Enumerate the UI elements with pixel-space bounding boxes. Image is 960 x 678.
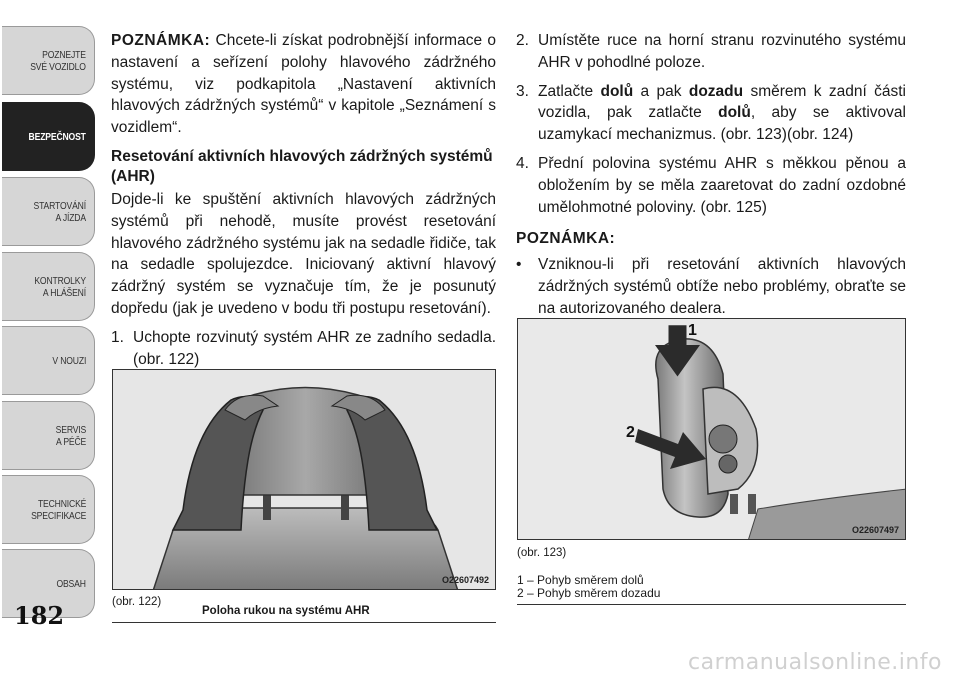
step-text: [538, 81, 906, 146]
bullet-text: Vzniknou-li při resetování aktivních hlavových zádržných systémů obtíže nebo problémy, obraťte se na autorizovaného dealera.: [538, 256, 906, 317]
figure-123-image: [517, 318, 906, 540]
page-number: 182: [14, 601, 65, 630]
figure-code: O22607492: [441, 575, 489, 585]
headrest-reset-illustration: [518, 319, 906, 540]
figure-ref: (obr. 123): [517, 547, 567, 559]
bullet-icon: •: [516, 256, 522, 274]
list-item: [516, 30, 906, 74]
tab-v-nouzi[interactable]: [2, 326, 95, 395]
figure-legend: [517, 574, 660, 600]
tab-kontrolky-a-hlaseni[interactable]: [2, 252, 95, 321]
list-item: [111, 327, 496, 371]
tab-label: OBSAH: [56, 577, 86, 590]
step-number: 2.: [516, 32, 529, 49]
steps-list-left: [111, 327, 496, 371]
right-column: [516, 30, 906, 320]
tab-startovani-a-jizda[interactable]: [2, 177, 95, 246]
figure-ref: (obr. 122): [112, 596, 162, 608]
list-item: [516, 254, 906, 319]
tab-technicke-specifikace[interactable]: [2, 475, 95, 544]
bullet-list: [516, 254, 906, 319]
tab-label: SERVIS A PÉČE: [55, 423, 86, 448]
left-column: [111, 30, 496, 370]
step-number: 4.: [516, 154, 529, 172]
divider: [112, 622, 496, 623]
step-text: Uchopte rozvinutý systém AHR ze zadního sedadla. (obr. 122): [133, 328, 496, 368]
text-run: Zatlačte: [538, 82, 601, 100]
headrest-hands-illustration: [113, 370, 496, 590]
step-number: 1.: [111, 328, 124, 346]
note-paragraph: [111, 30, 496, 139]
text-run: směrem k zadní části vozidla, pak zatlačte: [538, 82, 906, 122]
tab-label: STARTOVÁNÍ A JÍZDA: [33, 199, 86, 224]
steps-list-right: [516, 30, 906, 218]
section-title: Resetování aktivních hlavových zádržných systémů (AHR): [111, 147, 493, 185]
tab-bezpecnost[interactable]: [2, 102, 95, 171]
tab-label: V NOUZI: [52, 354, 86, 367]
divider: [517, 604, 906, 605]
note-text: Chcete-li získat podrobnější informace o nastavení a seřízení polohy hlavového zádržného systému, viz podkapitola „Nastavení aktivních hlavových zádržných systémů“ v kapitole „Seznámení s vozidlem“.: [111, 32, 496, 137]
text-run: , aby se aktivoval uzamykací mechanizmus. (obr. 123)(obr. 124): [538, 104, 906, 144]
tab-label: KONTROLKY A HLÁŠENÍ: [34, 274, 86, 299]
step-text: Přední polovina systému AHR s měkkou pěnou a obložením by se měla zaaretovat do zadní ozdobné umělohmotné poloviny. (obr. 125): [538, 154, 906, 216]
tab-label: BEZPEČNOST: [28, 130, 86, 143]
note-label: POZNÁMKA:: [516, 230, 616, 248]
watermark: carmanualsonline.info: [688, 650, 942, 675]
tab-poznejte-sve-vozidlo[interactable]: [2, 26, 95, 95]
legend-item: 1 – Pohyb směrem dolů: [517, 573, 644, 587]
tab-label: POZNEJTE SVÉ VOZIDLO: [30, 48, 86, 73]
emphasis: dolů: [718, 104, 751, 122]
figure-label-1: 1: [688, 322, 697, 339]
step-number: 3.: [516, 82, 529, 100]
emphasis: dolů: [600, 82, 634, 100]
step-text: Umístěte ruce na horní stranu rozvinutého systému AHR v pohodlné poloze.: [538, 32, 906, 71]
text-run: a pak: [633, 82, 689, 100]
figure-122-image: [112, 369, 496, 590]
note-label: POZNÁMKA:: [111, 32, 211, 49]
tab-label: TECHNICKÉ SPECIFIKACE: [30, 497, 86, 522]
legend-item: 2 – Pohyb směrem dozadu: [517, 586, 661, 600]
emphasis: dozadu: [688, 82, 744, 100]
list-item: [516, 153, 906, 218]
tab-servis-a-pece[interactable]: [2, 401, 95, 470]
figure-label-2: 2: [626, 424, 635, 441]
list-item: [516, 81, 906, 146]
figure-caption: Poloha rukou na systému AHR: [202, 605, 370, 617]
figure-code: O22607497: [851, 525, 899, 535]
section-body: Dojde-li ke spuštění aktivních hlavových zádržných systémů při nehodě, musíte provést resetování hlavového zádržného systému jak na sedadle řidiče, tak na sedadle spolujezdce. Iniciovaný aktivní hlavový zádržný systém se vyznačuje tím, že je posunutý dopředu (jak je uvedeno v bodu tři postupu resetování).: [111, 190, 496, 317]
